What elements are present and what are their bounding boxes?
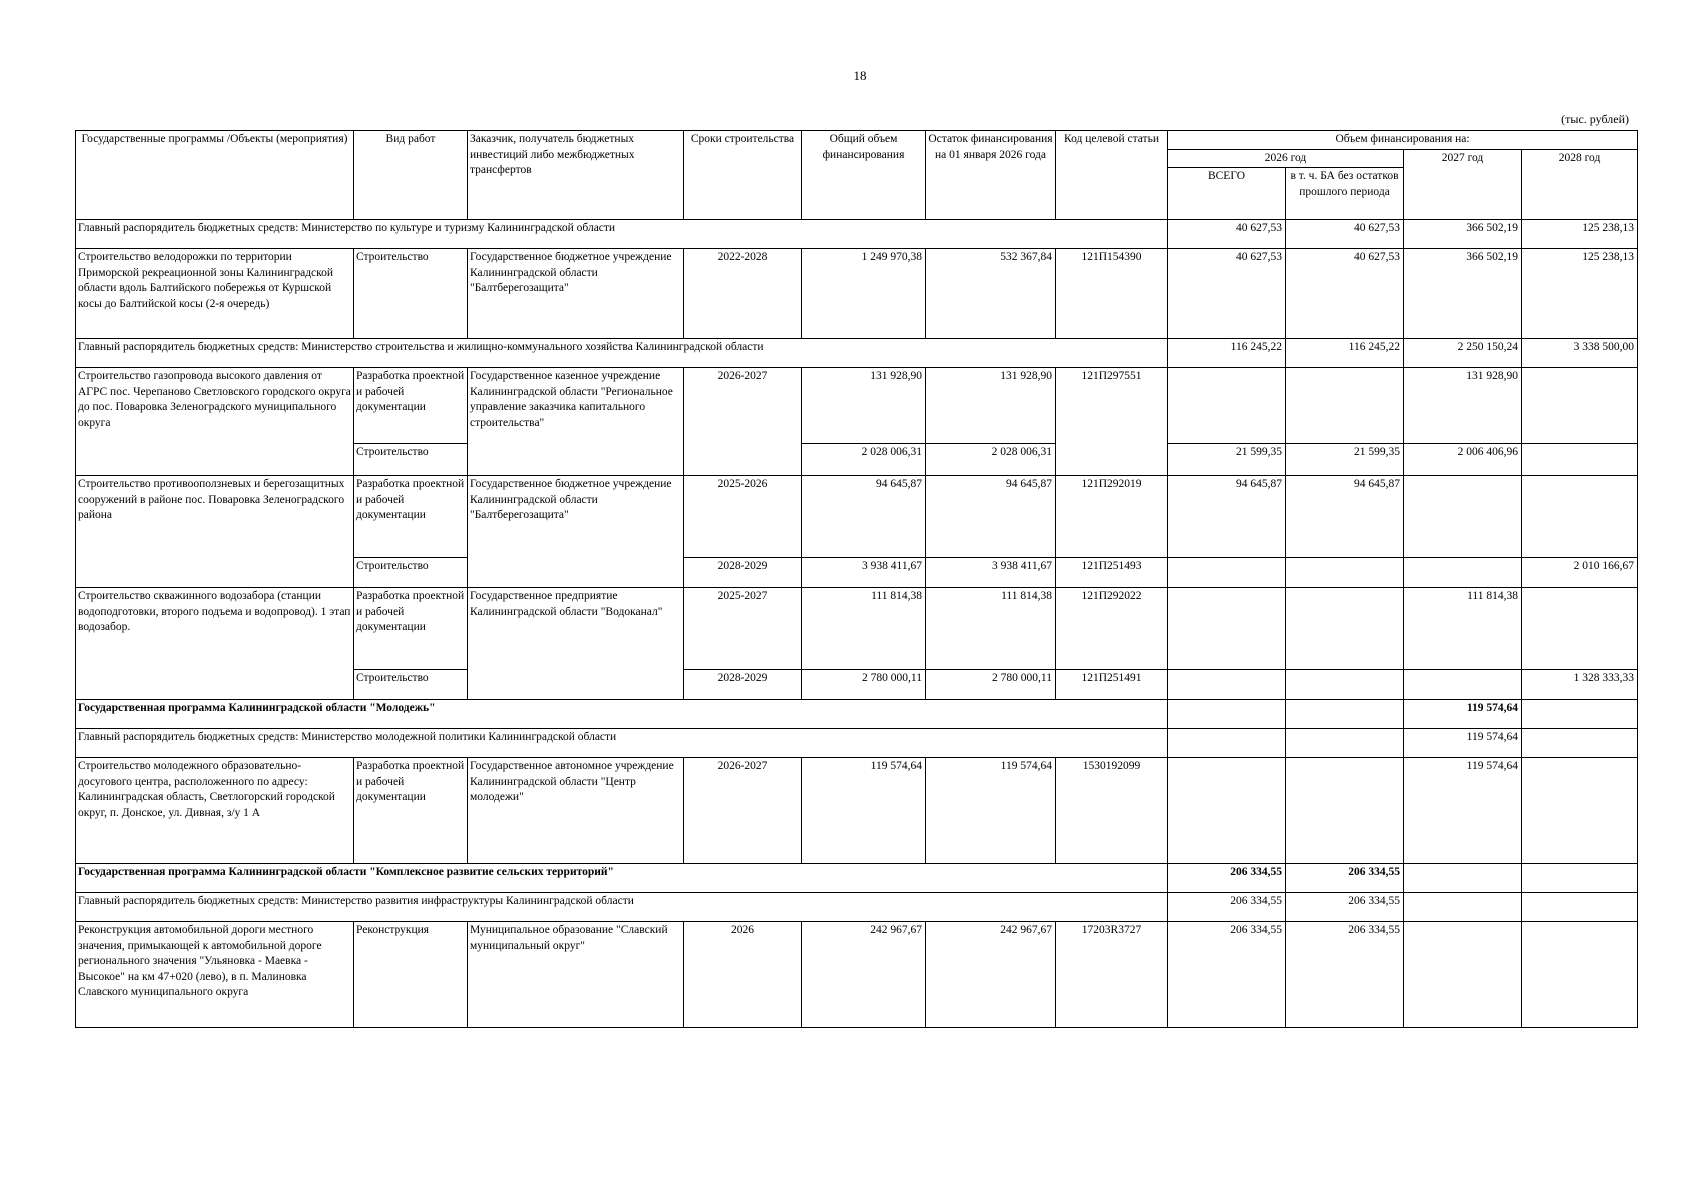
header-program: Государственные программы /Объекты (мероприятия) xyxy=(76,131,354,220)
value-2026-ba: 116 245,22 xyxy=(1286,339,1404,368)
value-2026: 206 334,55 xyxy=(1168,893,1286,922)
total: 242 967,67 xyxy=(802,922,926,1028)
remainder: 242 967,67 xyxy=(926,922,1056,1028)
customer: Государственное предприятие Калининградской области "Водоканал" xyxy=(468,588,684,700)
remainder: 111 814,38 xyxy=(926,588,1056,670)
terms: 2028-2029 xyxy=(684,670,802,700)
value-2028: 125 238,13 xyxy=(1522,220,1638,249)
value-2028 xyxy=(1522,758,1638,864)
value-2026-ba: 206 334,55 xyxy=(1286,922,1404,1028)
total: 94 645,87 xyxy=(802,476,926,558)
value-2027 xyxy=(1404,893,1522,922)
customer: Государственное бюджетное учреждение Калининградской области "Балтберегозащита" xyxy=(468,476,684,588)
value-2026-ba xyxy=(1286,700,1404,729)
value-2026-ba xyxy=(1286,368,1404,444)
value-2026-ba: 21 599,35 xyxy=(1286,444,1404,476)
value-2028 xyxy=(1522,368,1638,444)
value-2027: 119 574,64 xyxy=(1404,758,1522,864)
header-2027: 2027 год xyxy=(1404,149,1522,220)
value-2026-ba: 40 627,53 xyxy=(1286,220,1404,249)
value-2027 xyxy=(1404,864,1522,893)
total: 111 814,38 xyxy=(802,588,926,670)
value-2028: 3 338 500,00 xyxy=(1522,339,1638,368)
value-2027: 366 502,19 xyxy=(1404,249,1522,339)
value-2026: 94 645,87 xyxy=(1168,476,1286,558)
value-2028: 1 328 333,33 xyxy=(1522,670,1638,700)
work-type: Строительство xyxy=(354,444,468,476)
total: 2 028 006,31 xyxy=(802,444,926,476)
terms: 2026-2027 xyxy=(684,368,802,476)
total: 3 938 411,67 xyxy=(802,558,926,588)
object-name: Строительство велодорожки по территории Приморской рекреационной зоны Калининградской области вдоль Балтийского побережья от Куршской косы до Балтийской косы (2-я очередь) xyxy=(76,249,354,339)
value-2027 xyxy=(1404,922,1522,1028)
work-type: Разработка проектной и рабочей документации xyxy=(354,476,468,558)
value-2026-ba xyxy=(1286,558,1404,588)
header-incl-2026: в т. ч. БА без остатков прошлого периода xyxy=(1286,168,1404,220)
value-2026: 206 334,55 xyxy=(1168,864,1286,893)
value-2026-ba xyxy=(1286,670,1404,700)
row-label: Главный распорядитель бюджетных средств: Министерство строительства и жилищно-коммунального хозяйства Калининградской области xyxy=(76,339,1168,368)
value-2028 xyxy=(1522,700,1638,729)
value-2026 xyxy=(1168,588,1286,670)
value-2027 xyxy=(1404,670,1522,700)
value-2026 xyxy=(1168,368,1286,444)
value-2026: 206 334,55 xyxy=(1168,922,1286,1028)
header-2028: 2028 год xyxy=(1522,149,1638,220)
work-type: Разработка проектной и рабочей документации xyxy=(354,588,468,670)
value-2026-ba xyxy=(1286,758,1404,864)
row-label: Главный распорядитель бюджетных средств: Министерство молодежной политики Калининградской области xyxy=(76,729,1168,758)
customer: Государственное автономное учреждение Калининградской области "Центр молодежи" xyxy=(468,758,684,864)
work-type: Строительство xyxy=(354,558,468,588)
header-funding: Объем финансирования на: xyxy=(1168,131,1638,150)
value-2028 xyxy=(1522,893,1638,922)
value-2026 xyxy=(1168,758,1286,864)
value-2026 xyxy=(1168,558,1286,588)
units-label: (тыс. рублей) xyxy=(1561,112,1629,126)
work-type: Строительство xyxy=(354,670,468,700)
terms: 2026-2027 xyxy=(684,758,802,864)
terms: 2025-2026 xyxy=(684,476,802,558)
code: 17203R3727 xyxy=(1056,922,1168,1028)
value-2026-ba: 40 627,53 xyxy=(1286,249,1404,339)
value-2028 xyxy=(1522,444,1638,476)
value-2026 xyxy=(1168,729,1286,758)
value-2028: 125 238,13 xyxy=(1522,249,1638,339)
object-name: Строительство противооползневых и берегозащитных сооружений в районе пос. Поваровка Зеленоградского района xyxy=(76,476,354,588)
remainder: 3 938 411,67 xyxy=(926,558,1056,588)
row-label: Главный распорядитель бюджетных средств: Министерство развития инфраструктуры Калининградской области xyxy=(76,893,1168,922)
terms: 2026 xyxy=(684,922,802,1028)
terms: 2022-2028 xyxy=(684,249,802,339)
object-name: Строительство скважинного водозабора (станции водоподготовки, второго подъема и водопровод). 1 этап водозабор. xyxy=(76,588,354,700)
value-2027: 2 250 150,24 xyxy=(1404,339,1522,368)
header-2026: 2026 год xyxy=(1168,149,1404,168)
value-2028 xyxy=(1522,729,1638,758)
remainder: 2 028 006,31 xyxy=(926,444,1056,476)
program-label: Государственная программа Калининградской области "Молодежь" xyxy=(76,700,1168,729)
value-2027 xyxy=(1404,558,1522,588)
work-type: Реконструкция xyxy=(354,922,468,1028)
header-work-type: Вид работ xyxy=(354,131,468,220)
work-type: Разработка проектной и рабочей документации xyxy=(354,368,468,444)
value-2026-ba: 94 645,87 xyxy=(1286,476,1404,558)
terms: 2028-2029 xyxy=(684,558,802,588)
total: 1 249 970,38 xyxy=(802,249,926,339)
program-label: Государственная программа Калининградской области "Комплексное развитие сельских территорий" xyxy=(76,864,1168,893)
value-2026-ba: 206 334,55 xyxy=(1286,864,1404,893)
value-2027: 119 574,64 xyxy=(1404,729,1522,758)
customer: Государственное бюджетное учреждение Калининградской области "Балтберегозащита" xyxy=(468,249,684,339)
remainder: 532 367,84 xyxy=(926,249,1056,339)
work-type: Строительство xyxy=(354,249,468,339)
row-label: Главный распорядитель бюджетных средств: Министерство по культуре и туризму Калининградской области xyxy=(76,220,1168,249)
header-total: Общий объем финансирования xyxy=(802,131,926,220)
work-type: Разработка проектной и рабочей документации xyxy=(354,758,468,864)
value-2028: 2 010 166,67 xyxy=(1522,558,1638,588)
customer: Муниципальное образование "Славский муниципальный округ" xyxy=(468,922,684,1028)
remainder: 2 780 000,11 xyxy=(926,670,1056,700)
object-name: Реконструкция автомобильной дороги местного значения, примыкающей к автомобильной дороге регионального значения "Ульяновка - Маевка - Высокое" на км 47+020 (лево), в п. Малиновка Славского муниципального округа xyxy=(76,922,354,1028)
header-code: Код целевой статьи xyxy=(1056,131,1168,220)
value-2026-ba xyxy=(1286,588,1404,670)
customer: Государственное казенное учреждение Калининградской области "Региональное управление заказчика капитального строительства" xyxy=(468,368,684,476)
value-2027: 366 502,19 xyxy=(1404,220,1522,249)
value-2026: 21 599,35 xyxy=(1168,444,1286,476)
object-name: Строительство молодежного образовательно-досугового центра, расположенного по адресу: Калининградская область, Светлогорский городской округ, п. Донское, ул. Дивная, з/у 1 А xyxy=(76,758,354,864)
value-2028 xyxy=(1522,588,1638,670)
value-2028 xyxy=(1522,864,1638,893)
code: 1530192099 xyxy=(1056,758,1168,864)
investment-table xyxy=(75,130,1638,1028)
value-2027: 119 574,64 xyxy=(1404,700,1522,729)
code: 121П297551 xyxy=(1056,368,1168,476)
header-remainder: Остаток финансирования на 01 января 2026 года xyxy=(926,131,1056,220)
value-2026: 40 627,53 xyxy=(1168,249,1286,339)
code: 121П292019 xyxy=(1056,476,1168,558)
value-2028 xyxy=(1522,476,1638,558)
value-2027 xyxy=(1404,476,1522,558)
remainder: 94 645,87 xyxy=(926,476,1056,558)
value-2027: 2 006 406,96 xyxy=(1404,444,1522,476)
header-total-2026: ВСЕГО xyxy=(1168,168,1286,220)
total: 2 780 000,11 xyxy=(802,670,926,700)
remainder: 131 928,90 xyxy=(926,368,1056,444)
object-name: Строительство газопровода высокого давления от АГРС пос. Черепаново Светловского городского округа до пос. Поваровка Зеленоградского муниципального округа xyxy=(76,368,354,476)
code: 121П154390 xyxy=(1056,249,1168,339)
value-2026 xyxy=(1168,670,1286,700)
value-2027: 131 928,90 xyxy=(1404,368,1522,444)
code: 121П292022 xyxy=(1056,588,1168,670)
total: 119 574,64 xyxy=(802,758,926,864)
value-2026-ba xyxy=(1286,729,1404,758)
value-2027: 111 814,38 xyxy=(1404,588,1522,670)
header-terms: Сроки строительства xyxy=(684,131,802,220)
remainder: 119 574,64 xyxy=(926,758,1056,864)
terms: 2025-2027 xyxy=(684,588,802,670)
value-2028 xyxy=(1522,922,1638,1028)
value-2026 xyxy=(1168,700,1286,729)
page-number: 18 xyxy=(853,68,867,83)
value-2026: 116 245,22 xyxy=(1168,339,1286,368)
value-2026-ba: 206 334,55 xyxy=(1286,893,1404,922)
header-customer: Заказчик, получатель бюджетных инвестиций либо межбюджетных трансфертов xyxy=(468,131,684,220)
code: 121П251491 xyxy=(1056,670,1168,700)
value-2026: 40 627,53 xyxy=(1168,220,1286,249)
total: 131 928,90 xyxy=(802,368,926,444)
code: 121П251493 xyxy=(1056,558,1168,588)
